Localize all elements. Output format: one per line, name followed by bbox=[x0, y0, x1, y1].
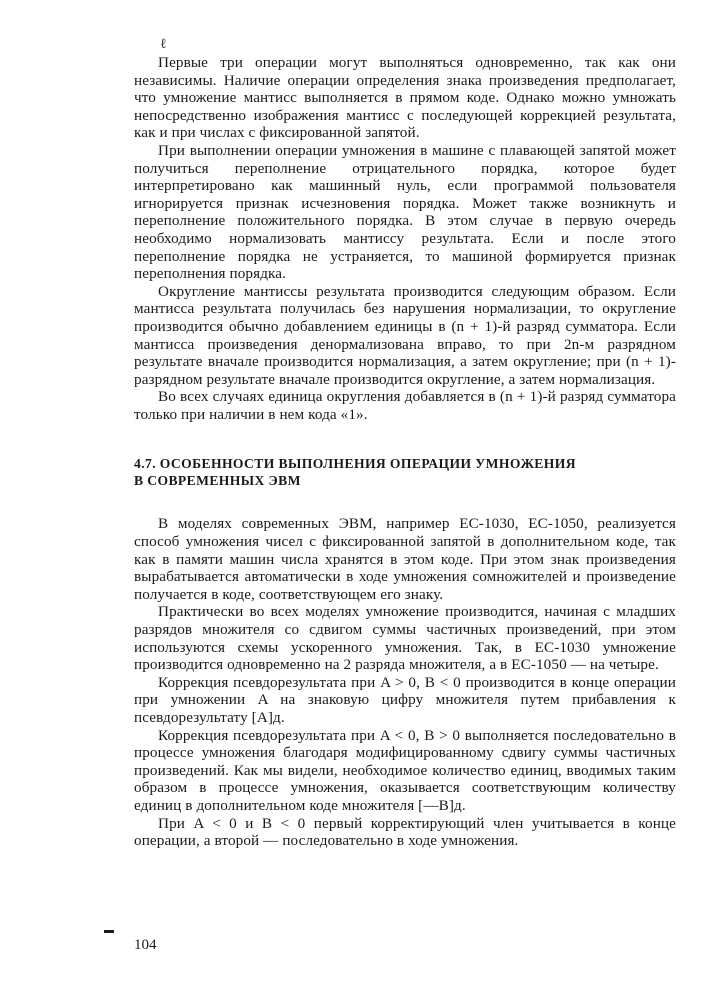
top-margin-mark: ℓ bbox=[160, 37, 167, 52]
paragraph-modern-computers: В моделях современных ЭВМ, например ЕС-1030, ЕС-1050, реализуется способ умножения чисел с фиксированной запятой в дополнительном коде, так как в памяти машин числа хранятся в этом коде. При этом знак произведения вырабатывается автоматически в ходе умножения сомножителей и произведение получается в коде, соответствующем его знаку. bbox=[134, 515, 676, 603]
section-heading-line-2: В СОВРЕМЕННЫХ ЭВМ bbox=[134, 473, 301, 489]
paragraph-rounding-unit: Во всех случаях единица округления добавляется в (n + 1)-й разряд сумматора только при наличии в нем кода «1». bbox=[134, 388, 676, 423]
section-heading bbox=[134, 455, 676, 489]
paragraph-rounding: Округление мантиссы результата производится следующим образом. Если мантисса результата получилась без нарушения нормализации, то округление производится обычно добавлением единицы в (n + 1)-й разряд сумматора. Если мантисса произведения денормализована вправо, то при 2n-м разрядном результате вначале производится нормализация, а затем округление; при (n + 1)-разрядном результате вначале производится округление, а затем нормализация. bbox=[134, 282, 676, 388]
margin-dash bbox=[104, 930, 114, 933]
paragraph-correction-negative: Коррекция псевдорезультата при A < 0, B > 0 выполняется последовательно в процессе умножения благодаря модифицированному сдвигу суммы частичных произведений. Как мы видели, необходимое количество единиц, вводимых таким образом в процессе умножения, оказывается соответствующим количеству единиц в дополнительном коде множителя [—B]д. bbox=[134, 726, 676, 814]
section-heading-line-1: 4.7. ОСОБЕННОСТИ ВЫПОЛНЕНИЯ ОПЕРАЦИИ УМНОЖЕНИЯ bbox=[134, 456, 576, 472]
paragraph-operations: Первые три операции могут выполняться одновременно, так как они независимы. Наличие операции определения знака произведения предполагает, что умножение мантисс выполняется в прямом коде. Однако можно умножать непосредственно изображения мантисс с последующей коррекцией результата, как и при числах с фиксированной запятой. bbox=[134, 54, 676, 142]
paragraph-models: Практически во всех моделях умножение производится, начиная с младших разрядов множителя со сдвигом суммы частичных произведений, при этом используются схемы ускоренного умножения. Так, в ЕС-1030 умножение производится одновременно на 2 разряда множителя, а в ЕС-1050 — на четыре. bbox=[134, 603, 676, 674]
paragraph-both-negative: При A < 0 и B < 0 первый корректирующий член учитывается в конце операции, а второй — последовательно в ходе умножения. bbox=[134, 814, 676, 850]
page-number: 104 bbox=[134, 937, 157, 953]
paragraph-correction-positive: Коррекция псевдорезультата при A > 0, B < 0 производится в конце операции при умножении A на знаковую цифру множителя путем прибавления к псевдорезультату [A]д. bbox=[134, 673, 676, 726]
paragraph-overflow: При выполнении операции умножения в машине с плавающей запятой может получиться переполнение отрицательного порядка, которое будет интерпретировано как машинный нуль, если программой пользователя игнорируется признак исчезновения порядка. Может также возникнуть и переполнение положительного порядка. В этом случае в первую очередь необходимо нормализовать мантиссу результата. Если и после этого переполнение порядка не устраняется, то машиной формируется признак переполнения порядка. bbox=[134, 141, 676, 283]
